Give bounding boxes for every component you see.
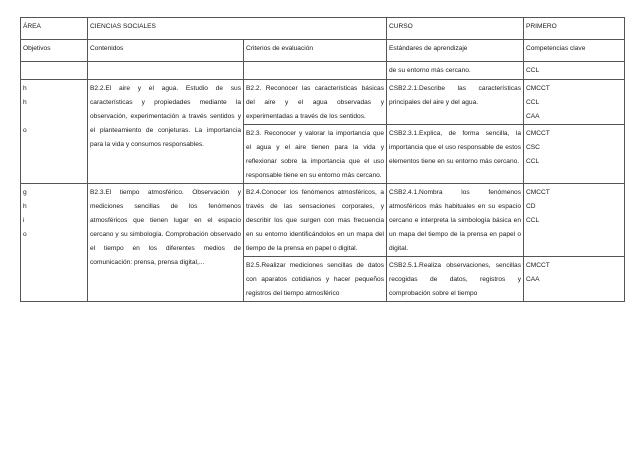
estandar-cell: CSB2.5.1.Realiza observaciones, sencillas recogidas de datos, registros y comprobación sobre el tiempo: [387, 257, 524, 302]
col-estandares: Estándares de aprendizaje: [387, 40, 524, 62]
col-criterios: Criterios de evaluación: [244, 40, 387, 62]
criterio-cell: B2.5.Realizar mediciones sencillas de datos con aparatos cotidianos y hacer pequeños registros del tiempo atmosférico: [244, 257, 387, 302]
criterio-cell: B2.4.Conocer los fenómenos atmosféricos, a través de las sensaciones corporales, y describir los que surgen con mas frecuencia en su entorno identificándolos en un mapa del tiempo de la prensa en papel o digital.: [244, 184, 387, 257]
contenido-cell: [88, 62, 244, 80]
objetivos-cell: h h o: [21, 80, 88, 184]
curso-value: PRIMERO: [524, 18, 625, 40]
table-row: [21, 184, 625, 257]
table-row: [21, 80, 625, 125]
col-competencias: Competencias clave: [524, 40, 625, 62]
competencias-cell: CMCCT CAA: [524, 257, 625, 302]
estandar-cell: CSB2.4.1.Nombra los fenómenos atmosféricos más habituales en su espacio cercano e interpreta la simbología básica en un mapa del tiempo de la prensa en papel o digital.: [387, 184, 524, 257]
estandar-cell: CSB2.3.1.Explica, de forma sencilla, la importancia que el uso responsable de estos elementos tiene en su entorno más cercano.: [387, 125, 524, 184]
contenido-cell: B2.2.El aire y el agua. Estudio de sus características y propiedades mediante la observación, experimentación a través sentidos y el planteamiento de conjeturas. La importancia para la vida y consumos responsables.: [88, 80, 244, 184]
criterio-cell: B2.2. Reconocer las características básicas del aire y el agua observadas y experimentadas a través de los sentidos.: [244, 80, 387, 125]
col-contenidos: Contenidos: [88, 40, 244, 62]
header-row: [21, 18, 625, 40]
competencias-cell: CMCCT CCL CAA: [524, 80, 625, 125]
contenido-cell: B2.3.El tiempo atmosférico. Observación y mediciones sencillas de los fenómenos atmosféricos que tienen lugar en el espacio cercano y su simbología. Comprobación observado el tiempo en los diferentes medios de comunicación: prensa, prensa digital,...: [88, 184, 244, 302]
criterio-cell: B2.3. Reconocer y valorar la importancia que el agua y el aire tienen para la vida y reflexionar sobre la importancia que el uso responsable tiene en su entorno más cercano.: [244, 125, 387, 184]
objetivos-cell: [21, 62, 88, 80]
estandar-cell: de su entorno más cercano.: [387, 62, 524, 80]
table-row: [21, 62, 625, 80]
estandar-cell: CSB2.2.1.Describe las características principales del aire y del agua.: [387, 80, 524, 125]
curriculum-table: [20, 17, 625, 302]
competencias-cell: CCL: [524, 62, 625, 80]
curso-label: CURSO: [387, 18, 524, 40]
competencias-cell: CMCCT CD CCL: [524, 184, 625, 257]
column-header-row: [21, 40, 625, 62]
objetivos-cell: g h i o: [21, 184, 88, 302]
competencias-cell: CMCCT CSC CCL: [524, 125, 625, 184]
criterio-cell: [244, 62, 387, 80]
col-objetivos: Objetivos: [21, 40, 88, 62]
area-value: CIENCIAS SOCIALES: [88, 18, 387, 40]
area-label: ÁREA: [21, 18, 88, 40]
curriculum-document: [20, 17, 624, 302]
